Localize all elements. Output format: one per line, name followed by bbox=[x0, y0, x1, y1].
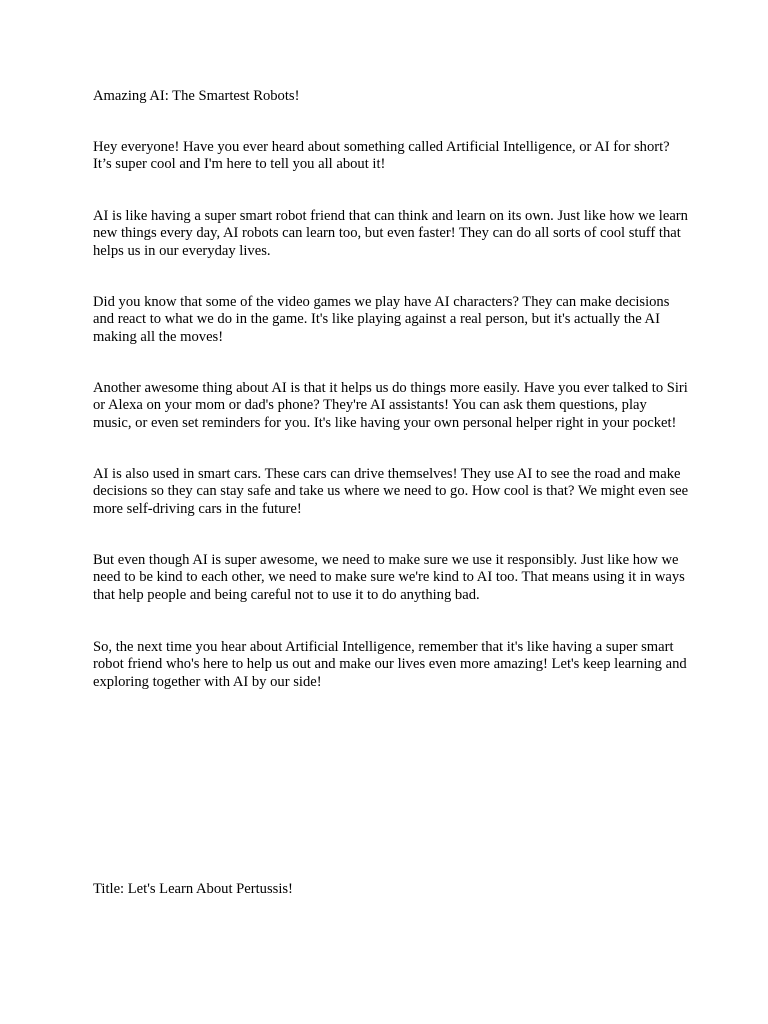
paragraph-line: It’s super cool and I'm here to tell you all about it! bbox=[93, 156, 386, 173]
paragraph-smart-cars bbox=[93, 466, 689, 518]
document-title bbox=[93, 88, 683, 105]
paragraph-line: AI is like having a super smart robot friend that can think and learn on its own. Just like how we learn bbox=[93, 208, 688, 224]
paragraph-line: Another awesome thing about AI is that it helps us do things more easily. Have you ever talked to Siri bbox=[93, 380, 688, 396]
paragraph-line: So, the next time you hear about Artificial Intelligence, remember that it's like having a super smart bbox=[93, 639, 674, 655]
paragraph-conclusion bbox=[93, 639, 687, 691]
paragraph-line: Did you know that some of the video games we play have AI characters? They can make decisions bbox=[93, 294, 670, 310]
next-section-title bbox=[93, 881, 683, 898]
paragraph-line: making all the moves! bbox=[93, 328, 224, 345]
paragraph-line: and react to what we do in the game. It's like playing against a real person, but it's actually the AI bbox=[93, 311, 660, 328]
paragraph-line: need to be kind to each other, we need to make sure we're kind to AI too. That means using it in ways bbox=[93, 569, 685, 586]
paragraph-assistants bbox=[93, 380, 688, 432]
paragraph-line: music, or even set reminders for you. It's like having your own personal helper right in your pocket! bbox=[93, 414, 677, 431]
paragraph-line: or Alexa on your mom or dad's phone? They're AI assistants! You can ask them questions, play bbox=[93, 397, 647, 414]
paragraph-line: Hey everyone! Have you ever heard about something called Artificial Intelligence, or AI for short? bbox=[93, 139, 670, 155]
paragraph-line: helps us in our everyday lives. bbox=[93, 242, 271, 259]
paragraph-line: AI is also used in smart cars. These cars can drive themselves! They use AI to see the road and make bbox=[93, 466, 681, 482]
paragraph-line: that help people and being careful not to use it to do anything bad. bbox=[93, 586, 480, 603]
paragraph-responsibility bbox=[93, 552, 683, 604]
paragraph-intro bbox=[93, 139, 683, 174]
paragraph-ai-friend bbox=[93, 208, 688, 260]
paragraph-video-games bbox=[93, 294, 683, 346]
paragraph-line: robot friend who's here to help us out and make our lives even more amazing! Let's keep learning and bbox=[93, 656, 687, 673]
document-title-text: Amazing AI: The Smartest Robots! bbox=[93, 88, 300, 104]
paragraph-line: more self-driving cars in the future! bbox=[93, 500, 302, 517]
paragraph-line: But even though AI is super awesome, we need to make sure we use it responsibly. Just like how we bbox=[93, 552, 679, 568]
next-section-title-text: Title: Let's Learn About Pertussis! bbox=[93, 881, 293, 897]
paragraph-line: decisions so they can stay safe and take us where we need to go. How cool is that? We might even see bbox=[93, 483, 689, 500]
paragraph-line: new things every day, AI robots can learn too, but even faster! They can do all sorts of cool stuff that bbox=[93, 225, 681, 242]
paragraph-line: exploring together with AI by our side! bbox=[93, 673, 322, 690]
